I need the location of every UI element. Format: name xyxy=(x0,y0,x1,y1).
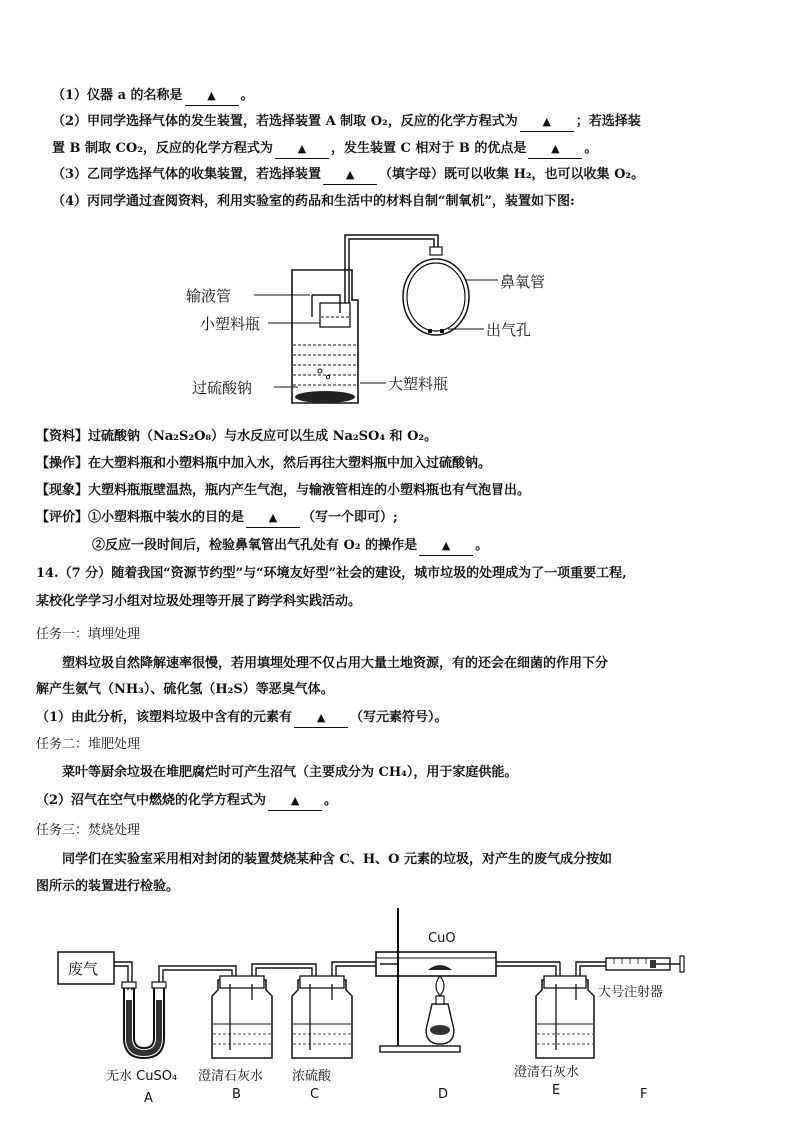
q14-intro-2 xyxy=(36,593,361,611)
answer-blank[interactable] xyxy=(268,792,322,811)
q13-part4 xyxy=(52,193,575,211)
letter-a: A xyxy=(144,1091,153,1106)
bottle-b xyxy=(212,976,272,1058)
q13-part3-text: （3）乙同学选择气体的收集装置，若选择装置 xyxy=(52,167,322,182)
task-3-paragraph-1: 同学们在实验室采用相对封闭的装置焚烧某种含 C、H、O 元素的垃圾，对产生的废气成分按如 xyxy=(62,852,613,867)
answer-blank[interactable] xyxy=(246,509,300,528)
answer-blank[interactable] xyxy=(419,537,473,556)
blank-mark: ▲ xyxy=(441,539,451,552)
q14-part1 xyxy=(36,709,448,728)
blank-mark: ▲ xyxy=(542,115,551,128)
evaluation-text-1: 【评价】①小塑料瓶中装水的目的是 xyxy=(36,510,245,525)
heating-tube-d xyxy=(376,952,560,976)
task-1-title: 任务一：填埋处理 xyxy=(36,627,141,642)
q14-part2 xyxy=(36,792,337,811)
bottle-c xyxy=(292,976,352,1058)
task-3-paragraph-2: 图所示的装置进行检验。 xyxy=(36,879,180,894)
task-3-text-2 xyxy=(36,878,179,896)
q14-part2-end: 。 xyxy=(324,793,338,808)
info-line xyxy=(36,428,437,446)
q14-intro-1 xyxy=(36,565,627,583)
q13-part2-text-end: ；若选择装 xyxy=(575,114,641,129)
task-2-text xyxy=(62,764,517,782)
task-1-text-2 xyxy=(36,681,334,699)
operation-text: 【操作】在大塑料瓶和小塑料瓶中加入水，然后再往大塑料瓶中加入过硫酸钠。 xyxy=(36,456,492,471)
label-small-bottle: 小塑料瓶 xyxy=(200,315,261,333)
q14-part1-end: （写元素符号）。 xyxy=(350,710,448,725)
q13-part3-end: （填字母）既可以收集 H₂，也可以收集 O₂。 xyxy=(379,167,645,182)
blank-mark: ▲ xyxy=(268,511,278,524)
q14-part2-text: （2）沼气在空气中燃烧的化学方程式为 xyxy=(36,793,267,808)
q13-part2-line2-end: 。 xyxy=(584,141,598,156)
q13-part1-end: 。 xyxy=(240,88,254,103)
label-conc-sulfuric-acid: 浓硫酸 xyxy=(292,1069,332,1084)
waste-gas-label: 废气 xyxy=(68,960,99,978)
answer-blank[interactable] xyxy=(528,140,582,159)
operation-line xyxy=(36,455,491,473)
label-big-bottle: 大塑料瓶 xyxy=(388,375,449,393)
q13-part2-line2 xyxy=(52,140,597,159)
blank-mark: ▲ xyxy=(290,794,300,807)
answer-blank[interactable] xyxy=(323,166,377,185)
info-text: 【资料】过硫酸钠（Na₂S₂O₈）与水反应可以生成 Na₂SO₄ 和 O₂。 xyxy=(36,429,438,444)
q13-part3 xyxy=(52,166,644,185)
label-nasal-tube: 鼻氧管 xyxy=(500,273,546,291)
blank-mark: ▲ xyxy=(207,89,216,102)
cuo-label: CuO xyxy=(428,931,456,946)
task-3-text-1 xyxy=(62,851,612,869)
letter-e: E xyxy=(552,1083,561,1098)
outlet-hole xyxy=(428,329,432,333)
q13-part4-text: （4）丙同学通过查阅资料，利用实验室的药品和生活中的材料自制“制氧机”，装置如下图: xyxy=(52,194,575,209)
label-large-syringe: 大号注射器 xyxy=(598,985,664,1000)
label-sodium-persulfate: 过硫酸钠 xyxy=(192,379,253,397)
answer-blank[interactable] xyxy=(185,87,239,106)
q13-part2-line2-text: 置 B 制取 CO₂，反应的化学方程式为 xyxy=(52,141,273,156)
sodium-persulfate xyxy=(295,391,355,403)
outlet-hole xyxy=(440,329,444,333)
blank-mark: ▲ xyxy=(316,711,326,724)
evaluation-line-1 xyxy=(36,509,398,528)
blank-mark: ▲ xyxy=(551,142,560,155)
label-limewater-e: 澄清石灰水 xyxy=(514,1065,580,1080)
phenomenon-line xyxy=(36,482,530,500)
small-bottle xyxy=(320,303,350,327)
task-2-heading xyxy=(36,736,140,754)
answer-blank[interactable] xyxy=(275,140,329,159)
task-3-title: 任务三：焚烧处理 xyxy=(36,823,141,838)
q13-part2-text: （2）甲同学选择气体的发生装置，若选择装置 A 制取 O₂，反应的化学方程式为 xyxy=(52,114,518,129)
task-1-paragraph-2: 解产生氨气（NH₃）、硫化氢（H₂S）等恶臭气体。 xyxy=(36,682,334,697)
letter-b: B xyxy=(232,1087,241,1102)
alcohol-lamp xyxy=(426,976,454,1044)
nasal-oxygen-tube xyxy=(403,259,469,335)
oxygen-generator-figure xyxy=(180,225,600,415)
q13-part2-line1 xyxy=(52,113,641,132)
task-1-text-1 xyxy=(62,655,608,673)
answer-blank[interactable] xyxy=(294,709,348,728)
q13-part1-text: （1）仪器 a 的名称是 xyxy=(52,88,183,103)
q13-part1 xyxy=(52,87,254,106)
phenomenon-text: 【现象】大塑料瓶瓶壁温热，瓶内产生气泡，与输液管相连的小塑料瓶也有气泡冒出。 xyxy=(36,483,531,498)
task-1-heading xyxy=(36,626,140,644)
waste-gas-apparatus-figure xyxy=(40,900,760,1110)
task-2-paragraph: 菜叶等厨余垃圾在堆肥腐烂时可产生沼气（主要成分为 CH₄），用于家庭供能。 xyxy=(62,765,518,780)
evaluation-text-1-end: （写一个即可）; xyxy=(302,510,398,525)
task-3-heading xyxy=(36,822,140,840)
q14-intro-text-2: 某校化学学习小组对垃圾处理等开展了跨学科实践活动。 xyxy=(36,594,362,609)
blank-mark: ▲ xyxy=(297,142,307,155)
label-outlet-hole: 出气孔 xyxy=(486,321,532,339)
evaluation-text-2-end: 。 xyxy=(475,538,489,553)
bottle-e xyxy=(536,976,594,1058)
letter-c: C xyxy=(310,1087,320,1102)
u-tube-a xyxy=(122,982,166,1058)
task-1-paragraph-1: 塑料垃圾自然降解速率很慢，若用填埋处理不仅占用大量土地资源，有的还会在细菌的作用下分 xyxy=(62,656,609,671)
answer-blank[interactable] xyxy=(520,113,574,132)
evaluation-text-2: ②反应一段时间后，检验鼻氧管出气孔处有 O₂ 的操作是 xyxy=(92,538,418,553)
label-anhydrous-cuso4: 无水 CuSO₄ xyxy=(106,1069,178,1084)
q13-part2-line2-mid: ，发生装置 C 相对于 B 的优点是 xyxy=(330,141,527,156)
q14-intro-text-1: 14.（7 分）随着我国“资源节约型”与“环境友好型”社会的建设，城市垃圾的处理成为了一项重要工程, xyxy=(36,566,627,581)
syringe-f xyxy=(606,956,684,972)
blank-mark: ▲ xyxy=(345,168,355,181)
q14-part1-text: （1）由此分析，该塑料垃圾中含有的元素有 xyxy=(36,710,293,725)
label-infusion-tube: 输液管 xyxy=(186,287,232,305)
evaluation-line-2 xyxy=(92,537,488,556)
letter-d: D xyxy=(438,1087,449,1102)
task-2-title: 任务二：堆肥处理 xyxy=(36,737,141,752)
label-limewater-b: 澄清石灰水 xyxy=(198,1069,264,1084)
letter-f: F xyxy=(640,1087,648,1102)
